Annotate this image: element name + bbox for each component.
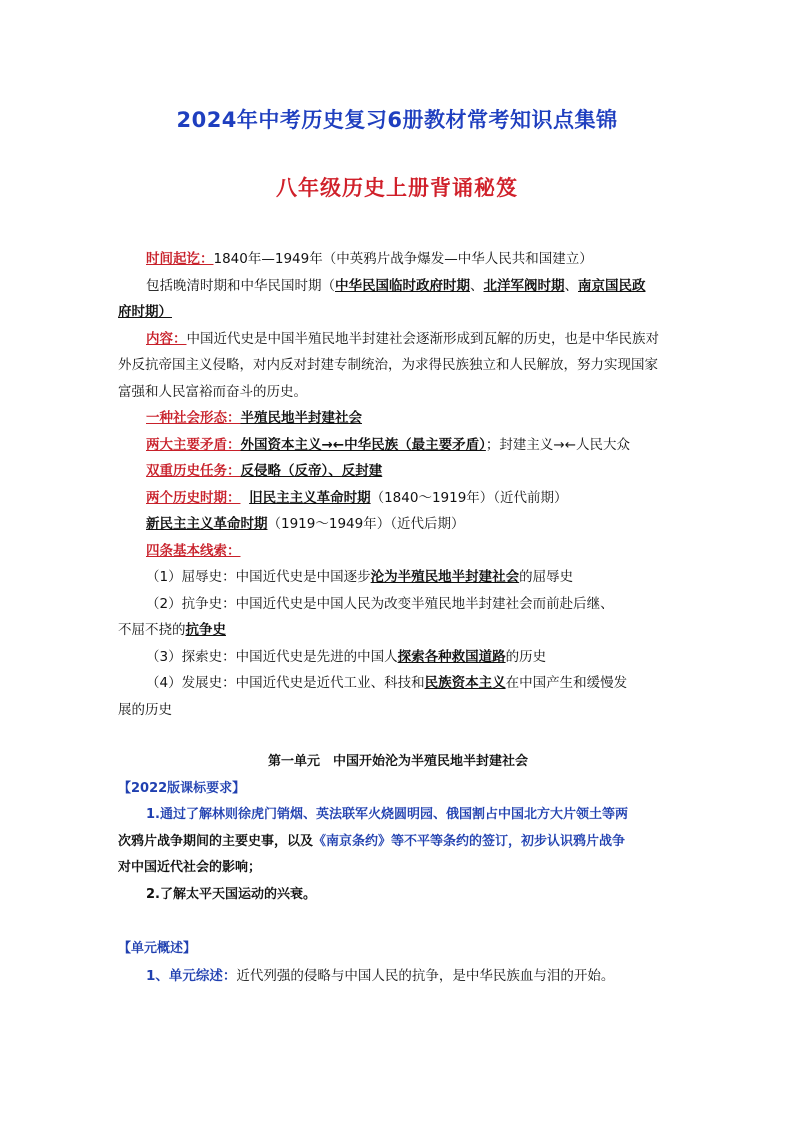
includes-item3b: 府时期） [118, 304, 172, 320]
threads-head [118, 538, 678, 565]
thread-4-key: 民族资本主义 [424, 675, 506, 691]
spacer [118, 908, 678, 936]
overview-heading: 【单元概述】 [118, 941, 197, 956]
includes-item2: 北洋军阀时期 [483, 277, 565, 294]
periods-new-name: 新民主主义革命时期 [146, 516, 268, 532]
standard-2-text: 2.了解太平天国运动的兴衰。 [146, 886, 316, 902]
standard-1-line3-text: 对中国近代社会的影响； [118, 860, 262, 875]
standard-1-line1: 1.通过了解林则徐虎门销烟、英法联军火烧圆明园、俄国割占中国北方大片领土等两 [146, 807, 628, 822]
periods-line2 [118, 511, 678, 538]
content-line1 [118, 326, 678, 353]
includes-prefix: 包括晚清时期和中华民国时期（ [146, 277, 335, 294]
includes-item3a: 南京国民政 [578, 277, 646, 294]
includes-line2 [118, 299, 678, 326]
thread-3-key: 探索各种救国道路 [397, 648, 506, 665]
overview-1 [118, 963, 678, 990]
threads-label: 四条基本线索： [146, 542, 241, 559]
tasks-label: 双重历史任务： [146, 463, 241, 479]
includes-sep1: 、 [470, 277, 484, 294]
thread-3-post: 的历史 [505, 648, 547, 665]
contradictions-value: 外国资本主义→←中华民族（最主要矛盾） [240, 436, 486, 453]
content-line2: 外反抗帝国主义侵略，对内反对封建专制统治，为求得民族独立和人民解放，努力实现国家 [118, 357, 658, 373]
periods-old-name: 旧民主主义革命时期 [249, 489, 371, 506]
periods-label: 两个历史时期： [146, 489, 241, 506]
thread-2-pre: 不屈不挠的 [118, 622, 186, 638]
thread-4-line2: 展的历史 [118, 701, 172, 718]
tasks-line [118, 458, 678, 485]
standard-1-line2 [118, 829, 678, 856]
thread-1 [118, 564, 678, 591]
form-label: 一种社会形态： [146, 410, 241, 426]
contradictions-label: 两大主要矛盾： [146, 436, 241, 453]
thread-2-line2 [118, 617, 678, 644]
thread-1-pre: （1）屈辱史：中国近代史是中国逐步 [146, 569, 371, 585]
thread-4-post: 在中国产生和缓慢发 [505, 675, 628, 691]
includes-item1: 中华民国临时政府时期 [335, 277, 470, 294]
content-text1: 中国近代史是中国半殖民地半封建社会逐渐形成到瓦解的历史，也是中华民族对 [186, 330, 659, 347]
form-line [118, 405, 678, 432]
thread-2: （2）抗争史：中国近代史是中国人民为改变半殖民地半封建社会而前赴后继、 [146, 595, 614, 612]
thread-4 [118, 670, 678, 697]
standard-1-line2b: 《南京条约》等不平等条约的签订，初步认识鸦片战争 [313, 833, 626, 849]
thread-2-key: 抗争史 [185, 622, 226, 638]
unit-title: 第一单元 中国开始沦为半殖民地半封建社会 [267, 754, 528, 769]
thread-1-key: 沦为半殖民地半封建社会 [370, 569, 520, 585]
content-line3: 富强和人民富裕而奋斗的历史。 [118, 383, 307, 400]
overview-1-label: 1、单元综述： [146, 967, 237, 984]
thread-1-post: 的屈辱史 [519, 569, 574, 585]
period-line [118, 246, 678, 273]
form-value: 半殖民地半封建社会 [240, 410, 362, 426]
thread-3-pre: （3）探索史：中国近代史是先进的中国人 [146, 648, 398, 665]
document-subtitle: 八年级历史上册背诵秘笈 [276, 176, 518, 200]
standard-2 [118, 882, 678, 909]
period-label: 时间起讫： [146, 251, 214, 267]
standards-heading: 【2022版课标要求】 [118, 780, 246, 796]
body-text [118, 246, 678, 989]
content-label: 内容： [146, 330, 187, 347]
periods-line [118, 485, 678, 512]
period-text: 1840年—1949年（中英鸦片战争爆发—中华人民共和国建立） [213, 251, 593, 267]
includes-line [118, 273, 678, 300]
thread-3 [118, 644, 678, 671]
tasks-value: 反侵略（反帝）、反封建 [240, 463, 383, 479]
includes-sep2: 、 [564, 277, 578, 294]
standard-1-line2a: 次鸦片战争期间的主要史事，以及 [118, 833, 314, 849]
document-title: 2024年中考历史复习6册教材常考知识点集锦 [176, 108, 618, 132]
periods-old-rest: （1840～1919年）（近代前期） [370, 489, 568, 506]
contradictions-line [118, 432, 678, 459]
overview-1-text: 近代列强的侵略与中国人民的抗争，是中华民族血与泪的开始。 [236, 967, 615, 984]
standard-1-line3 [118, 855, 678, 882]
thread-4-pre: （4）发展史：中国近代史是近代工业、科技和 [146, 675, 425, 691]
contradictions-rest: ；封建主义→←人民大众 [485, 436, 630, 453]
periods-new-rest: （1919～1949年）（近代后期） [267, 516, 465, 532]
